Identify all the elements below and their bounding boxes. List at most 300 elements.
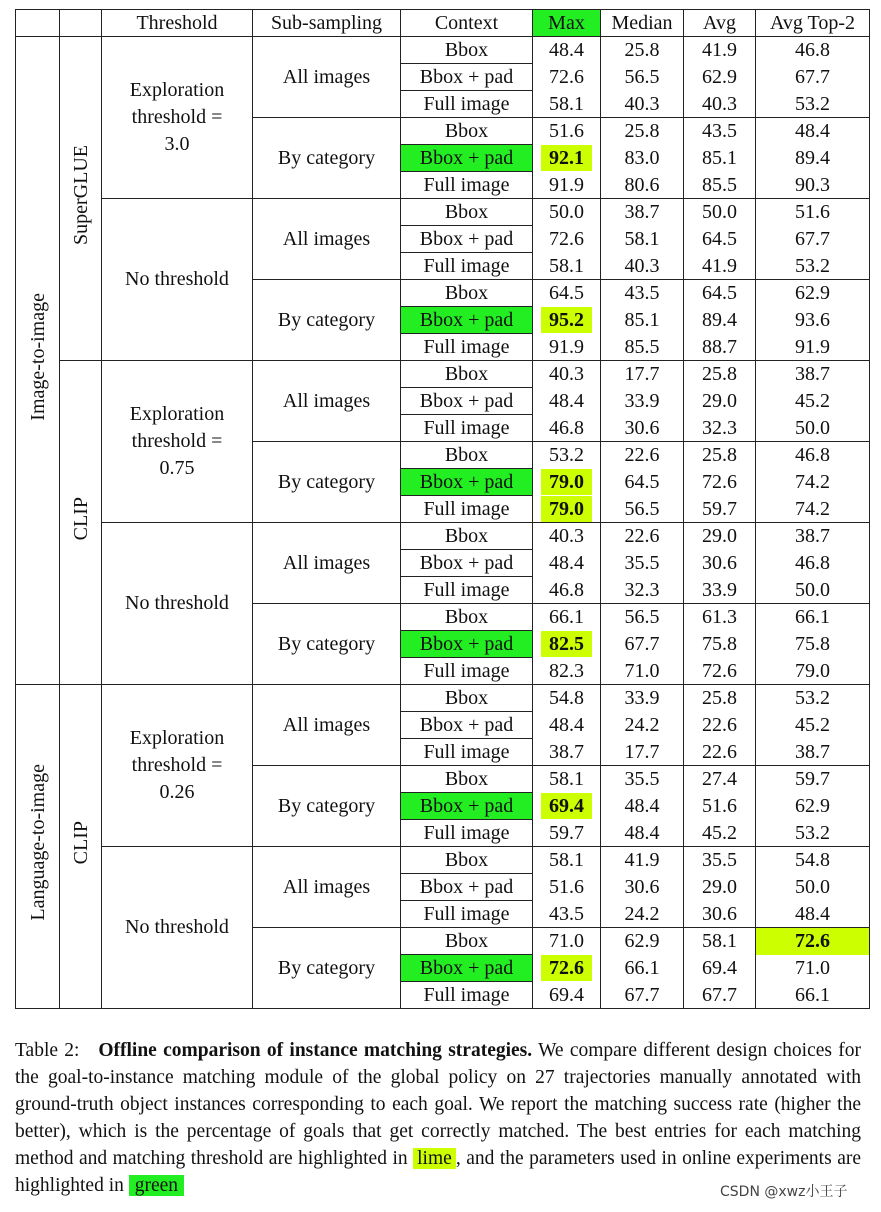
value-cell <box>684 496 756 523</box>
value-text: 35.5 <box>624 552 660 574</box>
value-cell <box>684 172 756 199</box>
value-cell <box>601 118 684 145</box>
value-text: 35.5 <box>702 849 737 872</box>
context-cell: Bbox + pad <box>401 631 533 658</box>
value-cell <box>684 685 756 712</box>
value-text: 72.6 <box>541 955 592 981</box>
value-cell <box>533 550 601 577</box>
subsampling-cell: By category <box>253 766 401 847</box>
value-text: 85.1 <box>624 309 660 331</box>
value-cell <box>533 145 601 172</box>
value-cell <box>533 469 601 496</box>
value-text: 64.5 <box>624 471 660 493</box>
subsampling-cell: All images <box>253 685 401 766</box>
table-row <box>16 847 870 874</box>
header-cell: Avg <box>684 10 756 37</box>
value-text: 48.4 <box>549 552 584 574</box>
value-text: 30.6 <box>702 902 737 925</box>
subsampling-cell: By category <box>253 118 401 199</box>
value-text: 35.5 <box>624 768 660 791</box>
subsampling-cell: By category <box>253 928 401 1009</box>
value-text: 62.9 <box>795 282 830 305</box>
context-cell: Bbox + pad <box>401 550 533 577</box>
value-cell <box>601 64 684 91</box>
value-cell <box>601 820 684 847</box>
value-cell <box>533 604 601 631</box>
value-text: 46.8 <box>549 416 584 439</box>
value-cell <box>533 361 601 388</box>
value-text: 91.9 <box>795 335 830 358</box>
value-text: 82.3 <box>549 659 584 682</box>
value-cell <box>756 820 870 847</box>
table-row <box>16 523 870 550</box>
context-cell: Full image <box>401 91 533 118</box>
context-cell: Bbox <box>401 766 533 793</box>
subsampling-cell: All images <box>253 361 401 442</box>
value-cell <box>601 307 684 334</box>
value-text: 29.0 <box>702 390 737 412</box>
value-text: 48.4 <box>549 39 584 62</box>
value-text: 43.5 <box>624 282 660 305</box>
value-cell <box>684 928 756 955</box>
value-text: 54.8 <box>549 687 584 710</box>
value-text: 71.0 <box>795 957 830 979</box>
caption-title: Offline comparison of instance matching strategies. <box>98 1040 533 1061</box>
value-text: 66.1 <box>795 606 830 629</box>
value-text: 53.2 <box>795 687 830 710</box>
value-cell <box>601 766 684 793</box>
value-cell <box>533 982 601 1009</box>
value-text: 92.1 <box>541 145 592 171</box>
context-cell: Bbox + pad <box>401 874 533 901</box>
value-text: 50.0 <box>549 201 584 224</box>
subsampling-cell: By category <box>253 280 401 361</box>
context-cell: Full image <box>401 415 533 442</box>
value-text: 41.9 <box>624 849 660 872</box>
header-cell: Sub-sampling <box>253 10 401 37</box>
value-text: 45.2 <box>795 390 830 412</box>
value-cell <box>533 901 601 928</box>
value-cell <box>533 37 601 64</box>
value-text: 25.8 <box>702 363 737 386</box>
value-text: 89.4 <box>702 309 737 331</box>
subsampling-cell: All images <box>253 847 401 928</box>
value-cell <box>533 631 601 658</box>
task-cell <box>16 685 60 1009</box>
context-cell: Bbox <box>401 523 533 550</box>
value-cell <box>533 955 601 982</box>
value-text: 56.5 <box>624 497 660 520</box>
value-text: 62.9 <box>702 66 737 88</box>
value-text: 54.8 <box>795 849 830 872</box>
value-cell <box>601 199 684 226</box>
context-cell: Bbox <box>401 118 533 145</box>
context-cell: Bbox <box>401 280 533 307</box>
header-cell <box>16 10 60 37</box>
threshold-cell: Exploration threshold = 0.26 <box>102 685 253 847</box>
value-cell <box>533 334 601 361</box>
context-cell: Bbox + pad <box>401 793 533 820</box>
value-cell <box>684 334 756 361</box>
value-text: 69.4 <box>549 983 584 1006</box>
value-text: 48.4 <box>549 714 584 736</box>
context-cell: Bbox + pad <box>401 712 533 739</box>
value-cell <box>601 712 684 739</box>
value-text: 46.8 <box>795 552 830 574</box>
value-cell <box>684 523 756 550</box>
value-text: 91.9 <box>549 173 584 196</box>
context-cell: Bbox <box>401 442 533 469</box>
value-cell <box>533 307 601 334</box>
value-text: 58.1 <box>702 930 737 953</box>
value-cell <box>601 469 684 496</box>
value-text: 85.1 <box>702 147 737 169</box>
value-cell <box>684 253 756 280</box>
context-cell: Bbox + pad <box>401 307 533 334</box>
value-cell <box>601 91 684 118</box>
value-text: 38.7 <box>795 525 830 548</box>
value-cell <box>684 280 756 307</box>
value-cell <box>684 91 756 118</box>
value-cell <box>533 658 601 685</box>
value-cell <box>756 874 870 901</box>
value-text: 48.4 <box>624 795 660 817</box>
value-text: 93.6 <box>795 309 830 331</box>
threshold-cell: Exploration threshold = 0.75 <box>102 361 253 523</box>
value-text: 43.5 <box>549 902 584 925</box>
value-cell <box>533 766 601 793</box>
value-text: 40.3 <box>624 254 660 277</box>
value-cell <box>756 253 870 280</box>
value-cell <box>684 388 756 415</box>
value-text: 29.0 <box>702 876 737 898</box>
value-text: 32.3 <box>624 578 660 601</box>
value-cell <box>533 793 601 820</box>
value-cell <box>601 928 684 955</box>
value-text: 29.0 <box>702 525 737 548</box>
value-cell <box>684 442 756 469</box>
value-text: 25.8 <box>624 39 660 62</box>
value-cell <box>533 739 601 766</box>
context-cell: Bbox + pad <box>401 145 533 172</box>
context-cell: Full image <box>401 496 533 523</box>
value-cell <box>684 604 756 631</box>
table-row <box>16 199 870 226</box>
value-cell <box>533 685 601 712</box>
value-cell <box>533 226 601 253</box>
value-cell <box>533 64 601 91</box>
context-cell: Full image <box>401 658 533 685</box>
value-cell <box>601 631 684 658</box>
value-text: 30.6 <box>624 876 660 898</box>
value-text: 59.7 <box>702 497 737 520</box>
value-cell <box>684 874 756 901</box>
value-cell <box>756 469 870 496</box>
value-text: 58.1 <box>549 849 584 872</box>
context-cell: Bbox <box>401 37 533 64</box>
value-cell <box>756 847 870 874</box>
value-cell <box>533 118 601 145</box>
value-cell <box>756 955 870 982</box>
context-cell: Full image <box>401 172 533 199</box>
value-cell <box>601 172 684 199</box>
value-cell <box>601 550 684 577</box>
context-cell: Bbox + pad <box>401 388 533 415</box>
value-text: 56.5 <box>624 606 660 629</box>
table-caption <box>15 1037 861 1199</box>
value-cell <box>756 550 870 577</box>
value-cell <box>756 199 870 226</box>
subsampling-cell: All images <box>253 37 401 118</box>
header-cell: Threshold <box>102 10 253 37</box>
context-cell: Bbox + pad <box>401 469 533 496</box>
context-cell: Full image <box>401 253 533 280</box>
value-cell <box>756 928 870 955</box>
value-text: 22.6 <box>702 714 737 736</box>
value-cell <box>684 550 756 577</box>
value-text: 58.1 <box>549 254 584 277</box>
value-text: 38.7 <box>624 201 660 224</box>
value-text: 67.7 <box>795 66 830 88</box>
value-text: 71.0 <box>624 659 660 682</box>
value-text: 66.1 <box>624 957 660 979</box>
value-cell <box>601 955 684 982</box>
value-text: 69.4 <box>541 793 592 819</box>
value-cell <box>533 253 601 280</box>
value-cell <box>756 415 870 442</box>
caption-mid: , and the parameters used in online experiments are highlighted in <box>15 1148 862 1196</box>
value-text: 88.7 <box>702 335 737 358</box>
green-swatch: green <box>129 1175 184 1196</box>
value-text: 62.9 <box>624 930 660 953</box>
threshold-cell: Exploration threshold = 3.0 <box>102 37 253 199</box>
value-text: 41.9 <box>702 39 737 62</box>
method-label: SuperGLUE <box>69 144 92 245</box>
value-cell <box>601 577 684 604</box>
value-cell <box>684 739 756 766</box>
value-text: 85.5 <box>624 335 660 358</box>
value-text: 53.2 <box>795 821 830 844</box>
context-cell: Full image <box>401 901 533 928</box>
value-text: 74.2 <box>795 497 830 520</box>
value-text: 64.5 <box>702 282 737 305</box>
value-text: 67.7 <box>795 228 830 250</box>
subsampling-cell: All images <box>253 523 401 604</box>
caption-label: Table 2: <box>15 1040 80 1061</box>
value-cell <box>756 91 870 118</box>
value-text: 40.3 <box>624 92 660 115</box>
value-text: 71.0 <box>549 930 584 953</box>
value-text: 83.0 <box>624 147 660 169</box>
value-cell <box>756 766 870 793</box>
value-text: 53.2 <box>795 254 830 277</box>
value-text: 40.3 <box>549 363 584 386</box>
context-cell: Full image <box>401 739 533 766</box>
value-text: 38.7 <box>549 740 584 763</box>
value-cell <box>684 64 756 91</box>
value-text: 62.9 <box>795 795 830 817</box>
value-cell <box>684 955 756 982</box>
value-cell <box>601 982 684 1009</box>
value-text: 90.3 <box>795 173 830 196</box>
value-text: 24.2 <box>624 714 660 736</box>
value-text: 80.6 <box>624 173 660 196</box>
value-cell <box>756 631 870 658</box>
value-cell <box>684 820 756 847</box>
value-text: 48.4 <box>795 120 830 143</box>
value-text: 25.8 <box>702 687 737 710</box>
value-text: 59.7 <box>549 821 584 844</box>
header-cell: Context <box>401 10 533 37</box>
value-text: 59.7 <box>795 768 830 791</box>
value-cell <box>684 982 756 1009</box>
value-text: 40.3 <box>549 525 584 548</box>
value-text: 50.0 <box>795 578 830 601</box>
value-cell <box>756 658 870 685</box>
value-cell <box>684 766 756 793</box>
value-cell <box>533 847 601 874</box>
value-cell <box>756 712 870 739</box>
value-text: 17.7 <box>624 740 660 763</box>
subsampling-cell: By category <box>253 442 401 523</box>
lime-swatch: lime <box>413 1148 456 1169</box>
value-cell <box>756 685 870 712</box>
context-cell: Bbox + pad <box>401 226 533 253</box>
value-text: 46.8 <box>549 578 584 601</box>
value-cell <box>601 739 684 766</box>
value-cell <box>684 145 756 172</box>
value-cell <box>533 874 601 901</box>
value-text: 50.0 <box>702 201 737 224</box>
value-text: 30.6 <box>624 416 660 439</box>
value-text: 27.4 <box>702 768 737 791</box>
value-text: 66.1 <box>795 983 830 1006</box>
header-cell <box>60 10 102 37</box>
value-text: 22.6 <box>624 444 660 467</box>
value-text: 33.9 <box>624 687 660 710</box>
value-text: 51.6 <box>702 795 737 817</box>
value-cell <box>756 307 870 334</box>
context-cell: Bbox + pad <box>401 955 533 982</box>
task-label: Image-to-image <box>26 292 49 421</box>
header-row <box>16 10 870 37</box>
value-cell <box>601 253 684 280</box>
value-cell <box>756 172 870 199</box>
context-cell: Full image <box>401 982 533 1009</box>
value-cell <box>533 577 601 604</box>
value-text: 51.6 <box>549 876 584 898</box>
value-cell <box>684 415 756 442</box>
header-cell: Avg Top-2 <box>756 10 870 37</box>
value-text: 38.7 <box>795 740 830 763</box>
value-text: 25.8 <box>702 444 737 467</box>
value-text: 40.3 <box>702 92 737 115</box>
task-cell <box>16 37 60 685</box>
value-cell <box>533 442 601 469</box>
value-cell <box>756 64 870 91</box>
value-cell <box>601 847 684 874</box>
value-cell <box>601 604 684 631</box>
value-text: 72.6 <box>702 659 737 682</box>
value-text: 17.7 <box>624 363 660 386</box>
context-cell: Full image <box>401 577 533 604</box>
value-cell <box>684 577 756 604</box>
threshold-cell: No threshold <box>102 847 253 1009</box>
caption-body: We compare different design choices for the goal-to-instance matching module of the global policy on 27 trajectories manually annotated with ground-truth object instances corresponding to each goal. We report the matching success rate (higher the better), which is the percentage of goals that get correctly matched. The best entries for each matching method and matching threshold are highlighted in <box>15 1040 861 1169</box>
value-cell <box>601 280 684 307</box>
value-text: 72.6 <box>795 930 830 953</box>
value-text: 48.4 <box>624 821 660 844</box>
threshold-cell: No threshold <box>102 199 253 361</box>
value-cell <box>601 658 684 685</box>
table-row <box>16 361 870 388</box>
context-cell: Bbox <box>401 604 533 631</box>
value-cell <box>601 523 684 550</box>
value-text: 64.5 <box>549 282 584 305</box>
subsampling-cell: All images <box>253 199 401 280</box>
value-cell <box>684 361 756 388</box>
value-cell <box>756 145 870 172</box>
value-cell <box>684 901 756 928</box>
value-cell <box>756 442 870 469</box>
value-text: 24.2 <box>624 902 660 925</box>
value-text: 22.6 <box>624 525 660 548</box>
context-cell: Full image <box>401 334 533 361</box>
value-text: 30.6 <box>702 552 737 574</box>
value-text: 79.0 <box>541 469 592 495</box>
value-cell <box>601 145 684 172</box>
value-cell <box>601 388 684 415</box>
value-text: 61.3 <box>702 606 737 629</box>
value-cell <box>684 226 756 253</box>
value-text: 79.0 <box>541 496 592 522</box>
value-text: 67.7 <box>624 633 660 655</box>
value-cell <box>684 631 756 658</box>
value-cell <box>756 901 870 928</box>
value-text: 72.6 <box>702 471 737 493</box>
value-text: 67.7 <box>702 983 737 1006</box>
value-cell <box>533 523 601 550</box>
value-cell <box>684 712 756 739</box>
method-label: CLIP <box>69 496 92 541</box>
value-text: 43.5 <box>702 120 737 143</box>
value-text: 69.4 <box>702 957 737 979</box>
value-cell <box>756 388 870 415</box>
value-text: 72.6 <box>549 66 584 88</box>
value-cell <box>756 577 870 604</box>
value-cell <box>756 496 870 523</box>
method-cell <box>60 685 102 1009</box>
value-text: 58.1 <box>624 228 660 250</box>
value-text: 89.4 <box>795 147 830 169</box>
value-text: 32.3 <box>702 416 737 439</box>
value-cell <box>533 928 601 955</box>
value-cell <box>684 469 756 496</box>
task-label: Language-to-image <box>26 764 49 921</box>
value-cell <box>601 415 684 442</box>
value-cell <box>756 226 870 253</box>
results-table <box>15 9 870 1009</box>
value-text: 50.0 <box>795 876 830 898</box>
value-cell <box>684 847 756 874</box>
value-cell <box>684 118 756 145</box>
value-cell <box>756 334 870 361</box>
value-cell <box>684 199 756 226</box>
value-text: 74.2 <box>795 471 830 493</box>
value-cell <box>601 901 684 928</box>
value-text: 91.9 <box>549 335 584 358</box>
value-cell <box>684 307 756 334</box>
